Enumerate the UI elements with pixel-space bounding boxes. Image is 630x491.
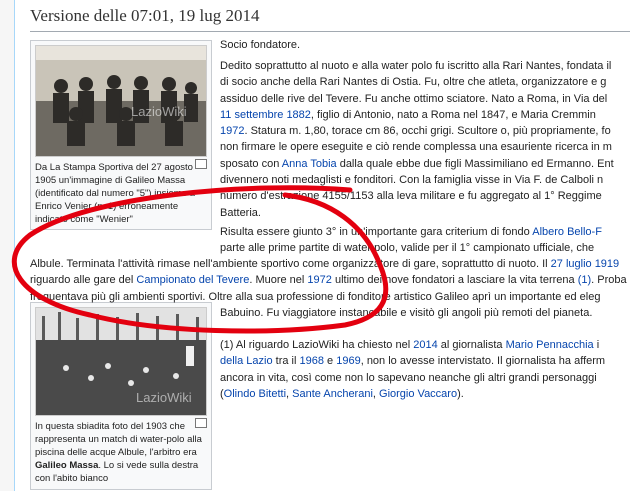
text-line (220, 353, 605, 369)
text-line: di socio anche della Rari Nantes di Ostia. Fu, oltre che atleta, organizzatore e g (220, 76, 607, 89)
text-span: , figlio di Antonio, nato a Roma nel 1847, e Maria Cremmin (310, 108, 596, 121)
title-divider (30, 31, 630, 32)
text-span: i (593, 339, 600, 351)
link-sante-ancherani[interactable]: Sante Ancherani (292, 387, 373, 400)
link-olindo-bitetti[interactable]: Olindo Bitetti (223, 387, 287, 400)
paragraph-biography (220, 58, 614, 221)
text-span: , non lo avesse intervistato. Il giornalista ha afferm (360, 355, 606, 368)
text-span: e (323, 355, 337, 368)
text-line: parte alle prime partite di water polo, valide per il 1° campionato ufficiale, che (220, 242, 595, 255)
link-giorgio-vaccaro[interactable]: Giorgio Vaccaro (379, 387, 458, 400)
link-anna-tobia[interactable]: Anna Tobia (281, 157, 337, 170)
caption-line: 1905 un'immagine di Galileo Massa (35, 175, 186, 186)
caption-line: rappresenta un match di water-polo alla (35, 434, 202, 445)
text-span: , (372, 387, 380, 400)
link-date-1919[interactable]: 27 luglio 1919 (550, 258, 620, 270)
text-span: riguardo alle gare del (30, 274, 137, 287)
text-line: ancora in vita, così come non lo sapevano neanche gli altri grandi personaggi (220, 371, 597, 384)
link-year-2014[interactable]: 2014 (413, 339, 438, 351)
text-span: , (286, 387, 293, 400)
paragraph-career-1 (220, 224, 602, 257)
caption-line: (identificato dal numero "5") insieme a (35, 188, 195, 199)
caption-line: indicato come "Wenier" (35, 214, 133, 225)
text-line: Batteria. (220, 206, 261, 219)
link-date[interactable]: 11 settembre 1882 (220, 108, 311, 121)
caption-line: piscina delle acque Albule, l'arbitro era (35, 447, 197, 458)
paragraph-intro: Socio fondatore. (220, 39, 301, 51)
caption-line (35, 459, 207, 472)
text-span: . Proba (591, 274, 627, 287)
link-year-1969[interactable]: 1969 (336, 355, 361, 368)
text-span: ( (220, 387, 224, 400)
link-albero-bello[interactable]: Albero Bello-F (532, 226, 602, 238)
caption-line: con l'abito bianco (35, 473, 109, 484)
text-line (220, 123, 614, 139)
text-span: ). (457, 387, 464, 400)
caption-line: Enrico Venier (n. 1) erroneamente (35, 201, 179, 212)
text-span: al giornalista (437, 339, 506, 351)
caption-line: In questa sbiadita foto del 1903 che (35, 421, 186, 432)
thumbnail-1 (30, 40, 212, 230)
link-campionato-tevere[interactable]: Campionato del Tevere (136, 274, 250, 287)
caption-line: Da La Stampa Sportiva del 27 agosto (35, 162, 193, 173)
page-title: Versione delle 07:01, 19 lug 2014 (30, 6, 260, 25)
left-sidebar-edge (0, 0, 15, 491)
thumbnail-2 (30, 302, 212, 490)
text-line (220, 107, 614, 123)
text-line: frequentava più gli ambienti sportivi. Oltre alla sua professione di fonditore artistico Galileo aprì un importante ed eleg (30, 290, 601, 303)
text-line: non firmare le opere eseguite e ciò rende complessa una esauriente ricerca in m (220, 141, 612, 154)
link-year-1972[interactable]: 1972 (307, 274, 332, 287)
link-year[interactable]: 1972 (220, 125, 245, 138)
text-line: divennero noti medaglisti e fonditori. Con la famiglia visse in Via F. de Calboli n (220, 174, 604, 187)
text-span: . Muore nel (249, 274, 308, 287)
text-line: assiduo delle rive del Tevere. Fu anche ottimo sciatore. Nato a Roma, in Via del (220, 92, 608, 105)
text-line (220, 386, 605, 402)
link-mario-pennacchia[interactable]: Mario Pennacchia (505, 339, 594, 351)
text-line (220, 156, 614, 172)
photo-water-polo-1903[interactable] (35, 307, 207, 416)
text-span: ultimo dei nove fondatori a lasciare la vita terrena (331, 274, 578, 287)
article-content (14, 0, 627, 491)
footnote-ref[interactable]: (1) (577, 274, 592, 287)
text-span: . Statura m. 1,80, torace cm 86, occhi grigi. Scultore o, più propriamente, fo (244, 125, 611, 138)
text-line (30, 272, 627, 288)
text-line (220, 337, 605, 353)
text-span: (1) Al riguardo LazioWiki ha chiesto nel (220, 339, 414, 351)
caption-bold-name: Galileo Massa (35, 460, 99, 471)
text-span: tra il (272, 355, 300, 368)
photo-watermark: LazioWiki (131, 104, 187, 119)
text-line: numero d'estrazione 4155/1153 alla leva militare e fu aggregato al 1° Reggime (220, 190, 602, 203)
photo-group-illustration (36, 46, 206, 156)
caption-line-rest: . Lo si vede sulla destra (98, 460, 199, 471)
paragraph-career-2 (30, 256, 627, 305)
link-della-lazio[interactable]: della Lazio (220, 355, 273, 368)
text-line (30, 256, 627, 272)
text-line (220, 224, 602, 240)
text-span: Albule. Terminata l'attività rimase nell'ambiente sportivo come organizzatore di gare, soprattutto di nuoto. Il (30, 258, 551, 270)
link-year-1968[interactable]: 1968 (299, 355, 324, 368)
text-span: dalla quale ebbe due figli Massimiliano ed Ermanno. Ent (336, 157, 614, 170)
text-span: Risulta essere giunto 3° in un'importante gara criterium di fondo (220, 226, 533, 238)
text-line: Dedito soprattutto al nuoto e alla water polo fu iscritto alla Rari Nantes, fondata il (220, 60, 612, 72)
thumbnail-caption (35, 161, 205, 226)
photo-watermark: LazioWiki (136, 390, 192, 405)
footnote-paragraph (220, 337, 605, 402)
text-span: sposato con (220, 157, 282, 170)
photo-stampa-sportiva-1905[interactable] (35, 45, 207, 157)
paragraph-career-3: Babuino. Fu viaggiatore instancabile e visitò gli angoli più remoti del pianeta. (220, 307, 593, 319)
thumbnail-caption (35, 420, 207, 485)
